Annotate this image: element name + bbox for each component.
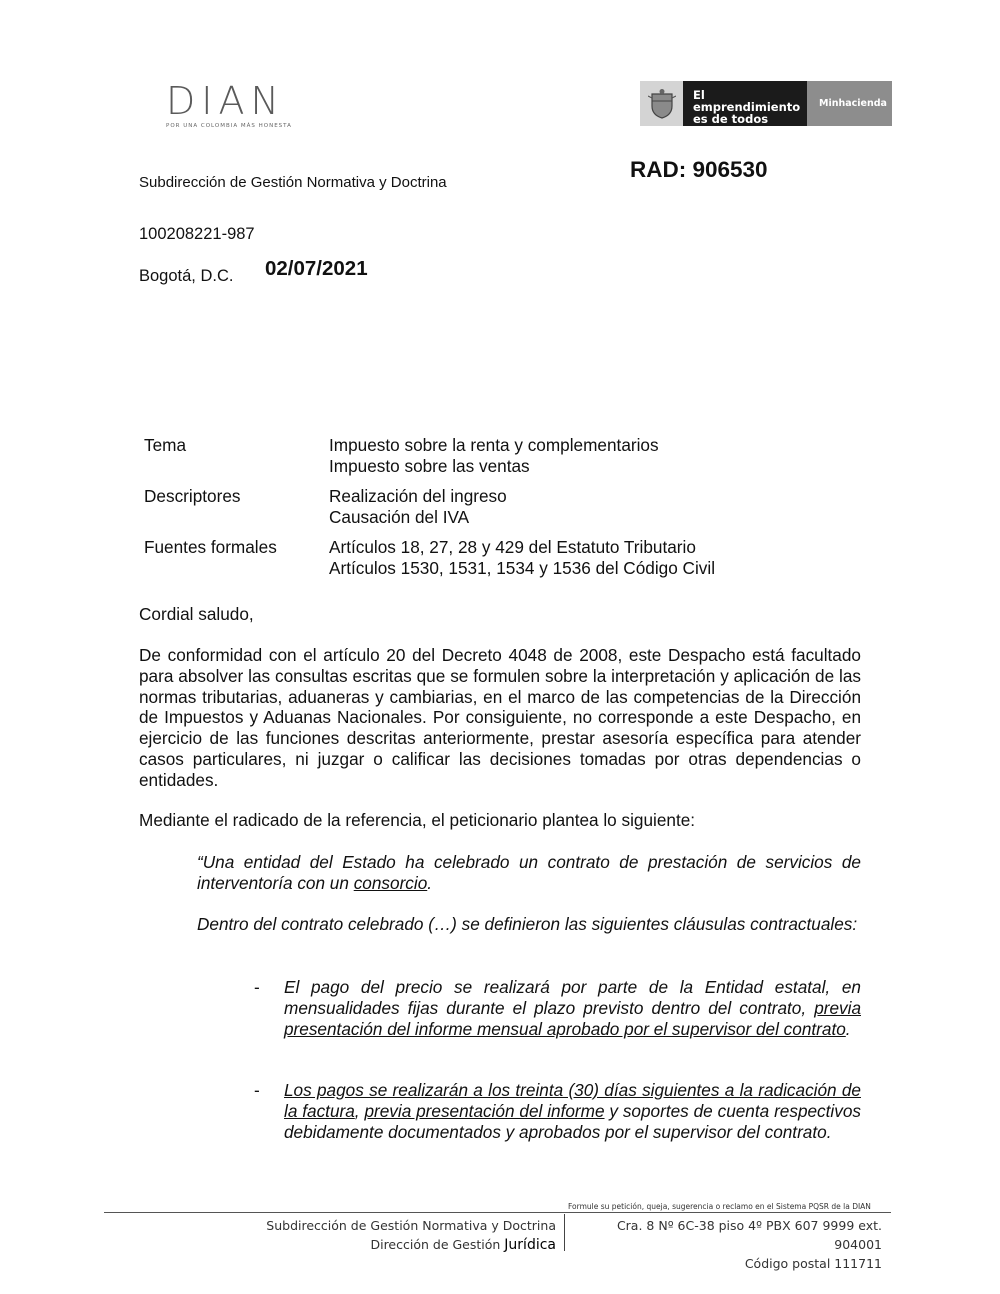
intro-paragraph: De conformidad con el artículo 20 del Decreto 4048 de 2008, este Despacho está facultado para absolver las consultas escritas que se formulen sobre la interpretación y aplicación de las normas tributarias, aduaneras y cambiarias, en el marco de las competencias de la Dirección de Impuestos y Aduanas Nacionales. Por consiguiente, no corresponde a este Despacho, en ejercicio de las funciones descritas anteriormente, prestar asesoría específica para atender casos particulares, ni juzgar o calificar las decisiones tomadas por otras dependencias o entidades. <box>139 645 861 790</box>
meta-value-line: Impuesto sobre las ventas <box>329 456 530 476</box>
meta-label-tema: Tema <box>144 435 187 455</box>
gov-slogan <box>683 81 807 126</box>
ministry-label: Minhacienda <box>807 81 892 126</box>
footer-office-prefix: Dirección de Gestión <box>370 1237 505 1252</box>
footer-office-emph: Jurídica <box>504 1237 556 1253</box>
meta-value-line: Artículos 1530, 1531, 1534 y 1536 del Código Civil <box>329 558 716 578</box>
meta-value-line: Artículos 18, 27, 28 y 429 del Estatuto Tributario <box>329 537 696 557</box>
bullet-underlined: Los pagos se realizarán a los treinta (30) días siguientes a la radicación de la factura <box>284 1080 861 1121</box>
bullet-marker: - <box>254 977 260 997</box>
colombia-seal-icon <box>640 81 683 126</box>
footer-office <box>260 1216 556 1255</box>
letter-date: 02/07/2021 <box>265 257 368 280</box>
bullet-separator: , <box>354 1100 365 1121</box>
rad-number: RAD: 906530 <box>630 157 768 182</box>
meta-label-fuentes: Fuentes formales <box>144 537 277 557</box>
dian-tagline: POR UNA COLOMBIA MÁS HONESTA <box>166 123 292 129</box>
meta-value-tema <box>329 435 659 477</box>
bullet-end: . <box>845 1018 851 1039</box>
request-intro: Mediante el radicado de la referencia, el peticionario plantea lo siguiente: <box>139 810 696 830</box>
footer-pqsr-note: Formule su petición, queja, sugerencia o reclamo en el Sistema PQSR de la DIAN <box>568 1202 871 1211</box>
bullet-underlined: previa presentación del informe <box>364 1100 605 1121</box>
bullet-underlined: previa presentación del informe mensual aprobado por el supervisor del contrato <box>284 997 861 1039</box>
footer-postal-code: Código postal 111711 <box>744 1256 882 1271</box>
quote-end: . <box>427 872 433 893</box>
bullet-item-2 <box>284 1080 861 1142</box>
meta-value-descriptores <box>329 486 507 528</box>
reference-number: 100208221-987 <box>139 225 255 243</box>
bullet-item-1 <box>284 977 861 1039</box>
bullet-end: y soportes de cuenta respectivos debidamente documentados y aprobados por el supervisor del contrato. <box>284 1100 861 1142</box>
dian-logo-text: DIAN <box>166 79 285 123</box>
meta-label-descriptores: Descriptores <box>144 486 241 506</box>
meta-value-line: Impuesto sobre la renta y complementarios <box>329 435 659 455</box>
greeting: Cordial saludo, <box>139 604 254 624</box>
department-name: Subdirección de Gestión Normativa y Doctrina <box>139 174 447 191</box>
bullet-text: El pago del precio se realizará por parte de la Entidad estatal, en mensualidades fijas durante el plazo previsto dentro del contrato, <box>284 977 861 1018</box>
bullet-marker: - <box>254 1080 260 1100</box>
footer-vertical-divider <box>564 1214 565 1251</box>
gov-slogan-line1: El emprendimiento <box>693 88 801 114</box>
footer-office-line1: Subdirección de Gestión Normativa y Doctrina <box>266 1218 556 1233</box>
meta-value-fuentes <box>329 537 715 579</box>
dian-logo <box>166 79 326 130</box>
government-banner <box>640 81 892 126</box>
footer-address <box>580 1216 882 1273</box>
city: Bogotá, D.C. <box>139 267 234 285</box>
quote-paragraph-1 <box>197 852 861 894</box>
footer-divider-line <box>104 1212 891 1213</box>
footer-office-line2 <box>260 1235 556 1255</box>
quote-text: “Una entidad del Estado ha celebrado un contrato de prestación de servicios de interventoría con un <box>197 852 861 893</box>
quote-underlined: consorcio <box>353 872 428 893</box>
meta-value-line: Causación del IVA <box>329 507 470 527</box>
quote-paragraph-2: Dentro del contrato celebrado (…) se definieron las siguientes cláusulas contractuales: <box>197 914 858 934</box>
footer-address-line1: Cra. 8 Nº 6C-38 piso 4º PBX 607 9999 ext. 904001 <box>616 1218 882 1252</box>
meta-value-line: Realización del ingreso <box>329 486 507 506</box>
gov-slogan-line2: es de todos <box>693 112 769 126</box>
